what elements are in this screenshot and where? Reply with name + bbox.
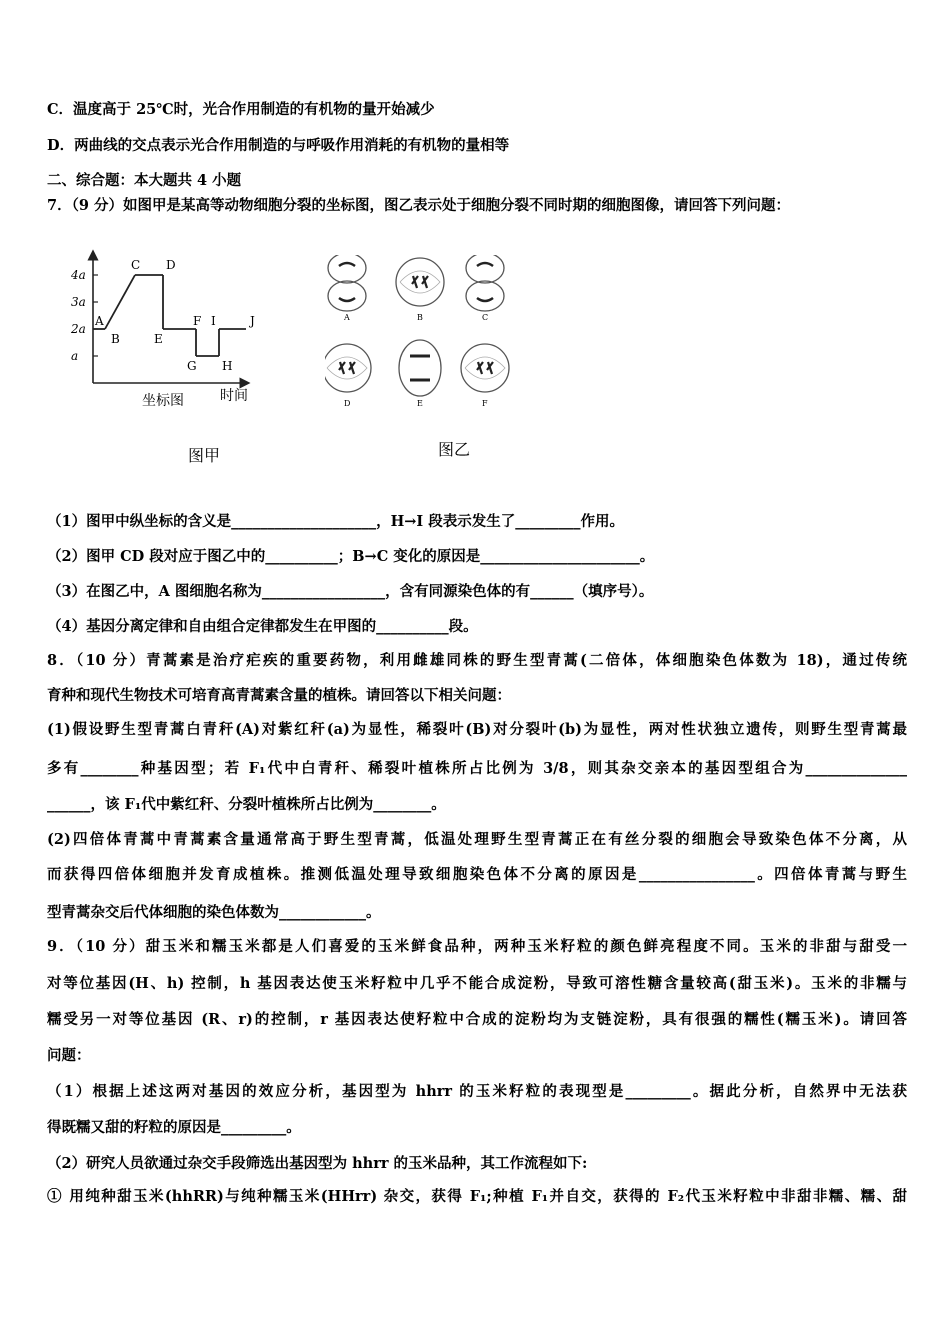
- option-c: C．温度高于 25℃时，光合作用制造的有机物的量开始减少: [47, 101, 435, 118]
- q8-sub2-3: 型青蒿杂交后代体细胞的染色体数为____________。: [47, 904, 381, 921]
- point-label-j: J: [250, 314, 255, 328]
- point-label-b: B: [111, 332, 120, 346]
- point-label-h: H: [222, 359, 233, 373]
- q8-stem-2: 育种和现代生物技术可培育高青蒿素含量的植株。请回答以下相关问题：: [47, 687, 511, 704]
- y-tick-label: 4a: [71, 268, 86, 282]
- cell-c: [466, 255, 504, 322]
- point-label-i: I: [211, 314, 216, 328]
- cell-membrane: [399, 340, 441, 396]
- figure-yi: [325, 255, 525, 465]
- cell-label: D: [344, 399, 351, 408]
- q7-sub3: （3）在图乙中，A 图细胞名称为_________________，含有同源染色体的有______（填序号）。: [47, 583, 654, 600]
- q7-sub2: （2）图甲 CD 段对应于图乙中的__________；B→C 变化的原因是______________________。: [47, 548, 655, 565]
- y-tick-label: 3a: [71, 295, 86, 309]
- option-d: D．两曲线的交点表示光合作用制造的与呼吸作用消耗的有机物的量相等: [47, 137, 510, 154]
- chart-y-ticks: [70, 268, 98, 363]
- cell-b: [396, 258, 444, 322]
- chromosomes: [410, 356, 430, 380]
- cell-membrane: [325, 344, 371, 392]
- cell-f: [461, 344, 509, 408]
- q7-sub4: （4）基因分离定律和自由组合定律都发生在甲图的__________段。: [47, 618, 478, 635]
- q8-sub2-1: (2)四倍体青蒿中青蒿素含量通常高于野生型青蒿，低温处理野生型青蒿正在有丝分裂的细胞会导致染色体不分离，从: [47, 831, 907, 848]
- q8-sub1-1: (1)假设野生型青蒿白青秆(A)对紫红秆(a)为显性，稀裂叶(B)对分裂叶(b)为显性，两对性状独立遗传，则野生型青蒿最: [47, 721, 907, 738]
- cell-e: [399, 340, 441, 408]
- cell-membrane: [466, 255, 504, 283]
- point-label-a: A: [95, 314, 104, 328]
- point-label-c: C: [131, 258, 141, 272]
- spindle: [327, 357, 367, 379]
- point-label-d: D: [166, 258, 176, 272]
- cell-label: C: [482, 313, 489, 322]
- q9-sub1-1: （1）根据上述这两对基因的效应分析，基因型为 hhrr 的玉米籽粒的表现型是_________。据此分析，自然界中无法获: [47, 1083, 907, 1100]
- q7-stem: 7．（9 分）如图甲是某高等动物细胞分裂的坐标图，图乙表示处于细胞分裂不同时期的细胞图像，请回答下列问题：: [47, 197, 790, 214]
- q8-sub2-2: 而获得四倍体细胞并发育成植株。推测低温处理导致细胞染色体不分离的原因是________________。四倍体青蒿与野生: [47, 866, 907, 883]
- cell-membrane: [328, 255, 366, 283]
- y-tick-label: 2a: [71, 322, 86, 336]
- figure-jia-caption: 图甲: [188, 446, 221, 465]
- chart-point-labels: [94, 258, 255, 373]
- point-label-f: F: [193, 314, 202, 328]
- q9-stem-2: 对等位基因(H、h) 控制，h 基因表达使玉米籽粒中几乎不能合成淀粉，导致可溶性糖含量较高(甜玉米)。玉米的非糯与: [47, 975, 907, 992]
- cell-membrane: [328, 281, 366, 311]
- cell-label: E: [417, 399, 423, 408]
- cell-diagrams: [325, 255, 525, 415]
- q9-stem-1: 9．（10 分）甜玉米和糯玉米都是人们喜爱的玉米鲜食品种，两种玉米籽粒的颜色鲜亮程度不同。玉米的非甜与甜受一: [47, 938, 907, 955]
- q9-sub1-2: 得既糯又甜的籽粒的原因是_________。: [47, 1119, 301, 1136]
- cell-membrane: [396, 258, 444, 306]
- chromosomes: [412, 276, 428, 288]
- figure-jia: [60, 245, 290, 470]
- q8-sub1-3: ______，该 F₁代中紫红秆、分裂叶植株所占比例为________。: [47, 796, 446, 813]
- series-segment: [105, 275, 135, 329]
- cell-a: [328, 255, 366, 322]
- q9-sub2-2: ① 用纯种甜玉米(hhRR)与纯种糯玉米(HHrr) 杂交，获得 F₁;种植 F₁并自交，获得的 F₂代玉米籽粒中非甜非糯、糯、甜: [47, 1188, 907, 1205]
- section-heading: 二、综合题：本大题共 4 小题: [47, 172, 242, 189]
- y-tick-label: a: [71, 349, 79, 363]
- q9-stem-4: 问题：: [47, 1047, 91, 1064]
- chart-jia: [60, 245, 290, 470]
- point-label-e: E: [154, 332, 163, 346]
- q9-sub2-1: （2）研究人员欲通过杂交手段筛选出基因型为 hhrr 的玉米品种，其工作流程如下:: [47, 1155, 588, 1172]
- chromosomes: [477, 362, 493, 374]
- spindle: [400, 271, 440, 293]
- chart-x-label: 时间: [220, 388, 248, 404]
- cell-label: B: [417, 313, 423, 322]
- cell-label: F: [482, 399, 488, 408]
- cell-membrane: [461, 344, 509, 392]
- spindle: [465, 357, 505, 379]
- q8-stem-1: 8．（10 分）青蒿素是治疗疟疾的重要药物，利用雌雄同株的野生型青蒿(二倍体，体细胞染色体数为 18)，通过传统: [47, 652, 907, 669]
- q8-sub1-2: 多有________种基因型；若 F₁代中白青秆、稀裂叶植株所占比例为 3/8，则其杂交亲本的基因型组合为______________: [47, 760, 907, 777]
- chromosomes: [339, 362, 355, 374]
- q9-stem-3: 糯受另一对等位基因 (R、r)的控制，r 基因表达使籽粒中合成的淀粉均为支链淀粉，具有很强的糯性(糯玉米)。请回答: [47, 1011, 907, 1028]
- cell-d: [325, 344, 371, 408]
- figure-yi-caption: 图乙: [438, 440, 471, 459]
- chart-title: 坐标图: [142, 393, 184, 409]
- cell-label: A: [344, 313, 350, 322]
- cell-membrane: [466, 281, 504, 311]
- point-label-g: G: [187, 359, 197, 373]
- q7-sub1: （1）图甲中纵坐标的含义是____________________，H→I 段表示发生了_________作用。: [47, 513, 625, 530]
